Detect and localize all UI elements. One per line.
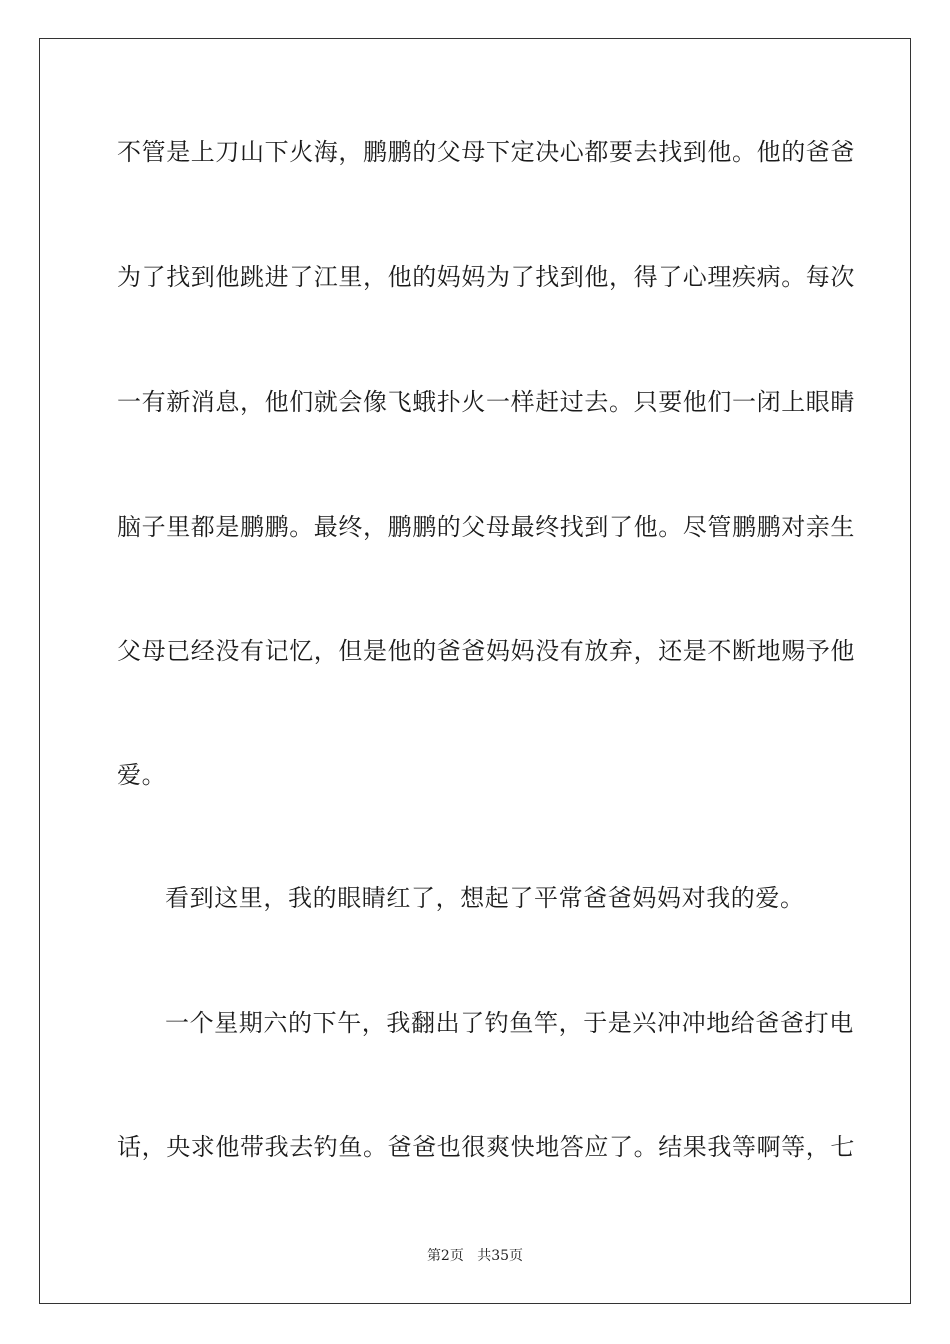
text-line-indented: 看到这里，我的眼睛红了，想起了平常爸爸妈妈对我的爱。 [165, 884, 805, 912]
text-line: 脑子里都是鹏鹏。最终，鹏鹏的父母最终找到了他。尽管鹏鹏对亲生 [117, 513, 855, 541]
page-number: 第2页 [426, 1248, 464, 1264]
text-line: 为了找到他跳进了江里，他的妈妈为了找到他，得了心理疾病。每次 [117, 263, 855, 291]
text-line: 不管是上刀山下火海，鹏鹏的父母下定决心都要去找到他。他的爸爸 [117, 138, 855, 166]
text-line: 父母已经没有记忆，但是他的爸爸妈妈没有放弃，还是不断地赐予他 [117, 637, 855, 665]
page-footer [0, 1246, 950, 1266]
text-line-indented: 一个星期六的下午，我翻出了钓鱼竿，于是兴冲冲地给爸爸打电 [165, 1009, 854, 1037]
text-line: 话，央求他带我去钓鱼。爸爸也很爽快地答应了。结果我等啊等，七 [117, 1133, 855, 1161]
page-border [39, 38, 911, 1304]
page-total: 共35页 [477, 1248, 524, 1264]
text-line: 一有新消息，他们就会像飞蛾扑火一样赶过去。只要他们一闭上眼睛 [117, 388, 855, 416]
text-line: 爱。 [117, 761, 167, 789]
